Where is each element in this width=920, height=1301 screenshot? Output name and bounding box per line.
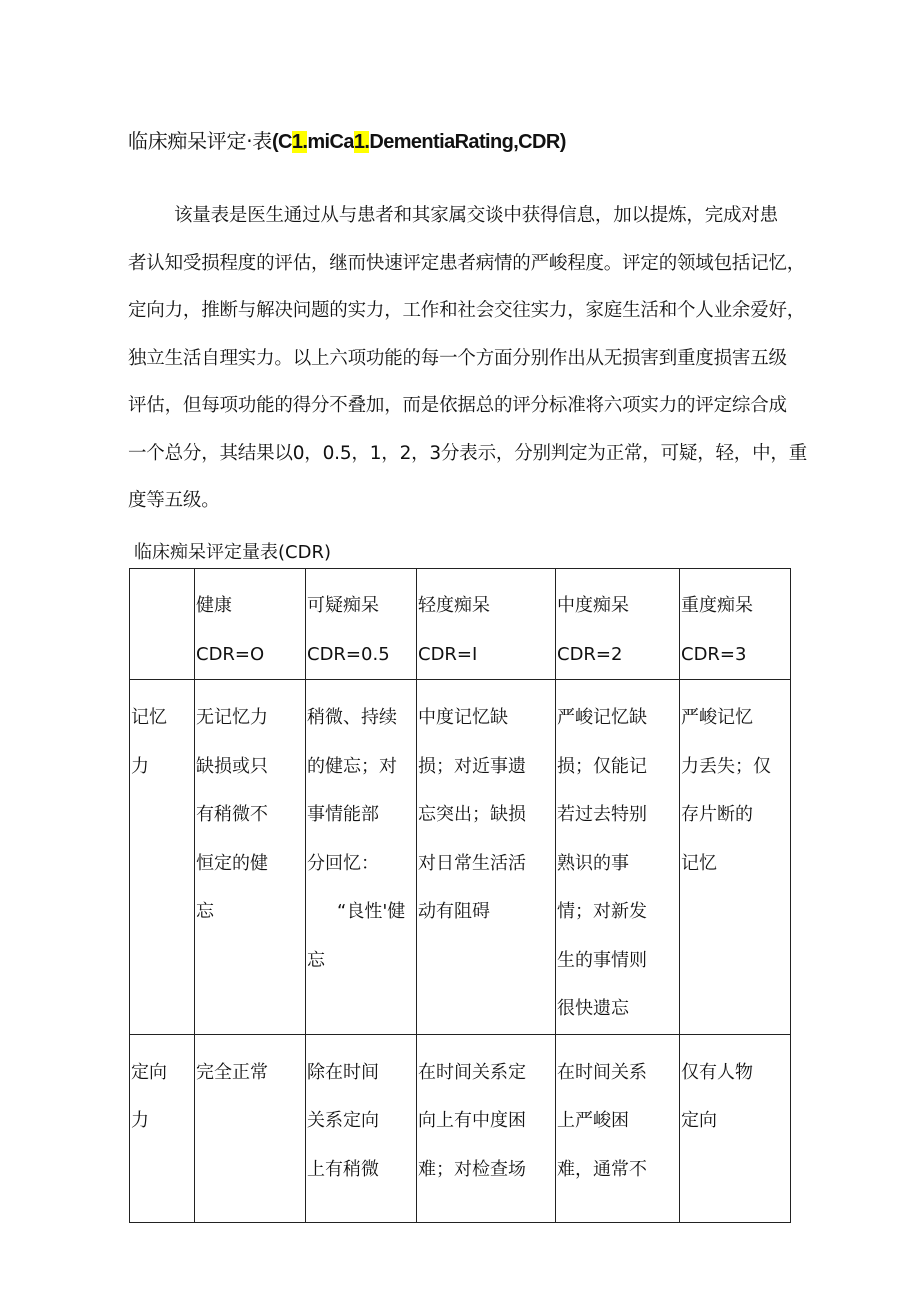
header-cell — [680, 569, 791, 680]
row-label-cell — [130, 1034, 195, 1222]
row-label-cell — [130, 680, 195, 1035]
cell-line: 关系定向 — [307, 1110, 379, 1131]
cell-line: 缺损或只 — [196, 755, 268, 777]
title-latin-part: DementiaRating,CDR) — [369, 131, 566, 153]
table-cell — [680, 680, 791, 1035]
table-cell — [556, 1034, 680, 1222]
cell-line: 除在时间 — [307, 1061, 379, 1083]
cell-line: 忘 — [196, 901, 214, 922]
intro-line: 该量表是医生通过从与患者和其家属交谈中获得信息，加以提炼，完成对患 — [174, 205, 778, 226]
header-stage-name: 中度痴呆 — [557, 595, 629, 616]
document-title — [128, 127, 566, 156]
header-stage-name: 重度痴呆 — [681, 595, 753, 616]
title-latin — [272, 131, 566, 153]
header-cell — [195, 569, 306, 680]
cell-line: 严峻记忆 — [681, 707, 753, 728]
cell-line: 上严峻困 — [557, 1110, 629, 1131]
table-cell — [417, 1034, 556, 1222]
row-label-line: 记忆 — [131, 707, 167, 728]
cdr-table — [129, 568, 791, 1223]
title-highlight: 1. — [353, 131, 370, 153]
cell-line: 分回忆： — [307, 852, 379, 874]
cell-line: 完全正常 — [196, 1061, 268, 1083]
cell-line: 定向 — [681, 1110, 717, 1131]
cell-line: 在时间关系 — [557, 1061, 647, 1083]
cell-line: “良性'健 — [337, 901, 406, 922]
intro-line: 一个总分，其结果以0，0.5，1，2，3分表示，分别判定为正常，可疑，轻，中，重 — [128, 442, 808, 464]
title-highlight: 1. — [291, 131, 308, 153]
table-cell — [680, 1034, 791, 1222]
header-stage-name: 健康 — [196, 595, 232, 616]
table-cell — [195, 680, 306, 1035]
table-header-row — [130, 569, 791, 680]
cell-line: 恒定的健 — [196, 852, 268, 874]
cell-line: 难，通常不 — [557, 1158, 647, 1180]
header-cdr-score: CDR=0.5 — [307, 643, 390, 665]
header-cdr-score: CDR=3 — [681, 643, 747, 665]
cell-line: 损；对近事遗 — [418, 755, 526, 777]
header-cdr-score: CDR=I — [418, 643, 478, 665]
cell-line: 存片断的 — [681, 804, 753, 825]
title-chinese: 临床痴呆评定·表 — [128, 129, 272, 153]
row-label-line: 定向 — [131, 1061, 167, 1083]
header-stage-name: 轻度痴呆 — [418, 595, 490, 616]
header-cell — [306, 569, 417, 680]
row-label-line: 力 — [131, 1110, 149, 1131]
header-cell-empty — [130, 569, 195, 680]
cell-line: 力丢失；仅 — [681, 755, 771, 777]
table-row-memory — [130, 680, 791, 1035]
cell-line: 很快遗忘 — [557, 998, 629, 1019]
cell-line: 有稍微不 — [196, 804, 268, 825]
header-cdr-score: CDR=2 — [557, 643, 623, 665]
intro-line: 独立生活自理实力。以上六项功能的每一个方面分别作出从无损害到重度损害五级 — [128, 347, 787, 369]
cell-line: 情；对新发 — [557, 901, 647, 922]
intro-paragraph — [128, 192, 808, 525]
header-stage-name: 可疑痴呆 — [307, 595, 379, 616]
cell-line: 若过去特别 — [557, 804, 647, 825]
table-cell — [195, 1034, 306, 1222]
intro-line: 者认知受损程度的评估，继而快速评定患者病情的严峻程度。评定的领域包括记忆， — [128, 252, 806, 274]
cell-line: 对日常生活活 — [418, 852, 526, 874]
title-latin-part: miCa — [307, 131, 354, 153]
cell-line: 严峻记忆缺 — [557, 707, 647, 728]
table-caption: 临床痴呆评定量表(CDR) — [134, 542, 331, 563]
intro-line: 定向力，推断与解决问题的实力，工作和社会交往实力，家庭生活和个人业余爱好， — [128, 300, 806, 321]
cell-line: 熟识的事 — [557, 852, 629, 874]
header-cell — [556, 569, 680, 680]
table-cell — [417, 680, 556, 1035]
cell-line: 中度记忆缺 — [418, 707, 508, 728]
header-cell — [417, 569, 556, 680]
cell-line: 动有阻碍 — [418, 901, 490, 922]
cell-line: 向上有中度困 — [418, 1110, 526, 1131]
cell-line: 损；仅能记 — [557, 755, 647, 777]
table-row-orientation — [130, 1034, 791, 1222]
cell-line: 事情能部 — [307, 804, 379, 825]
cell-line: 难；对检查场 — [418, 1158, 526, 1180]
cell-line: 无记忆力 — [196, 707, 268, 728]
cell-line: 稍微、持续 — [307, 707, 397, 728]
cell-line: 仅有人物 — [681, 1061, 753, 1083]
intro-line: 度等五级。 — [128, 490, 220, 511]
cell-line: 忘突出；缺损 — [418, 804, 526, 825]
header-cdr-score: CDR=O — [196, 643, 265, 665]
row-label-line: 力 — [131, 755, 149, 777]
cell-line: 在时间关系定 — [418, 1061, 526, 1083]
title-latin-part: (C — [271, 131, 292, 153]
table-cell — [306, 680, 417, 1035]
cell-line: 的健忘；对 — [307, 755, 397, 777]
cell-line: 生的事情则 — [557, 949, 647, 971]
table-cell — [306, 1034, 417, 1222]
cell-line: 忘 — [307, 949, 325, 971]
cell-line: 上有稍微 — [307, 1158, 379, 1180]
table-cell — [556, 680, 680, 1035]
cell-line: 记忆 — [681, 852, 717, 874]
intro-line: 评估，但每项功能的得分不叠加，而是依据总的评分标准将六项实力的评定综合成 — [128, 395, 787, 416]
